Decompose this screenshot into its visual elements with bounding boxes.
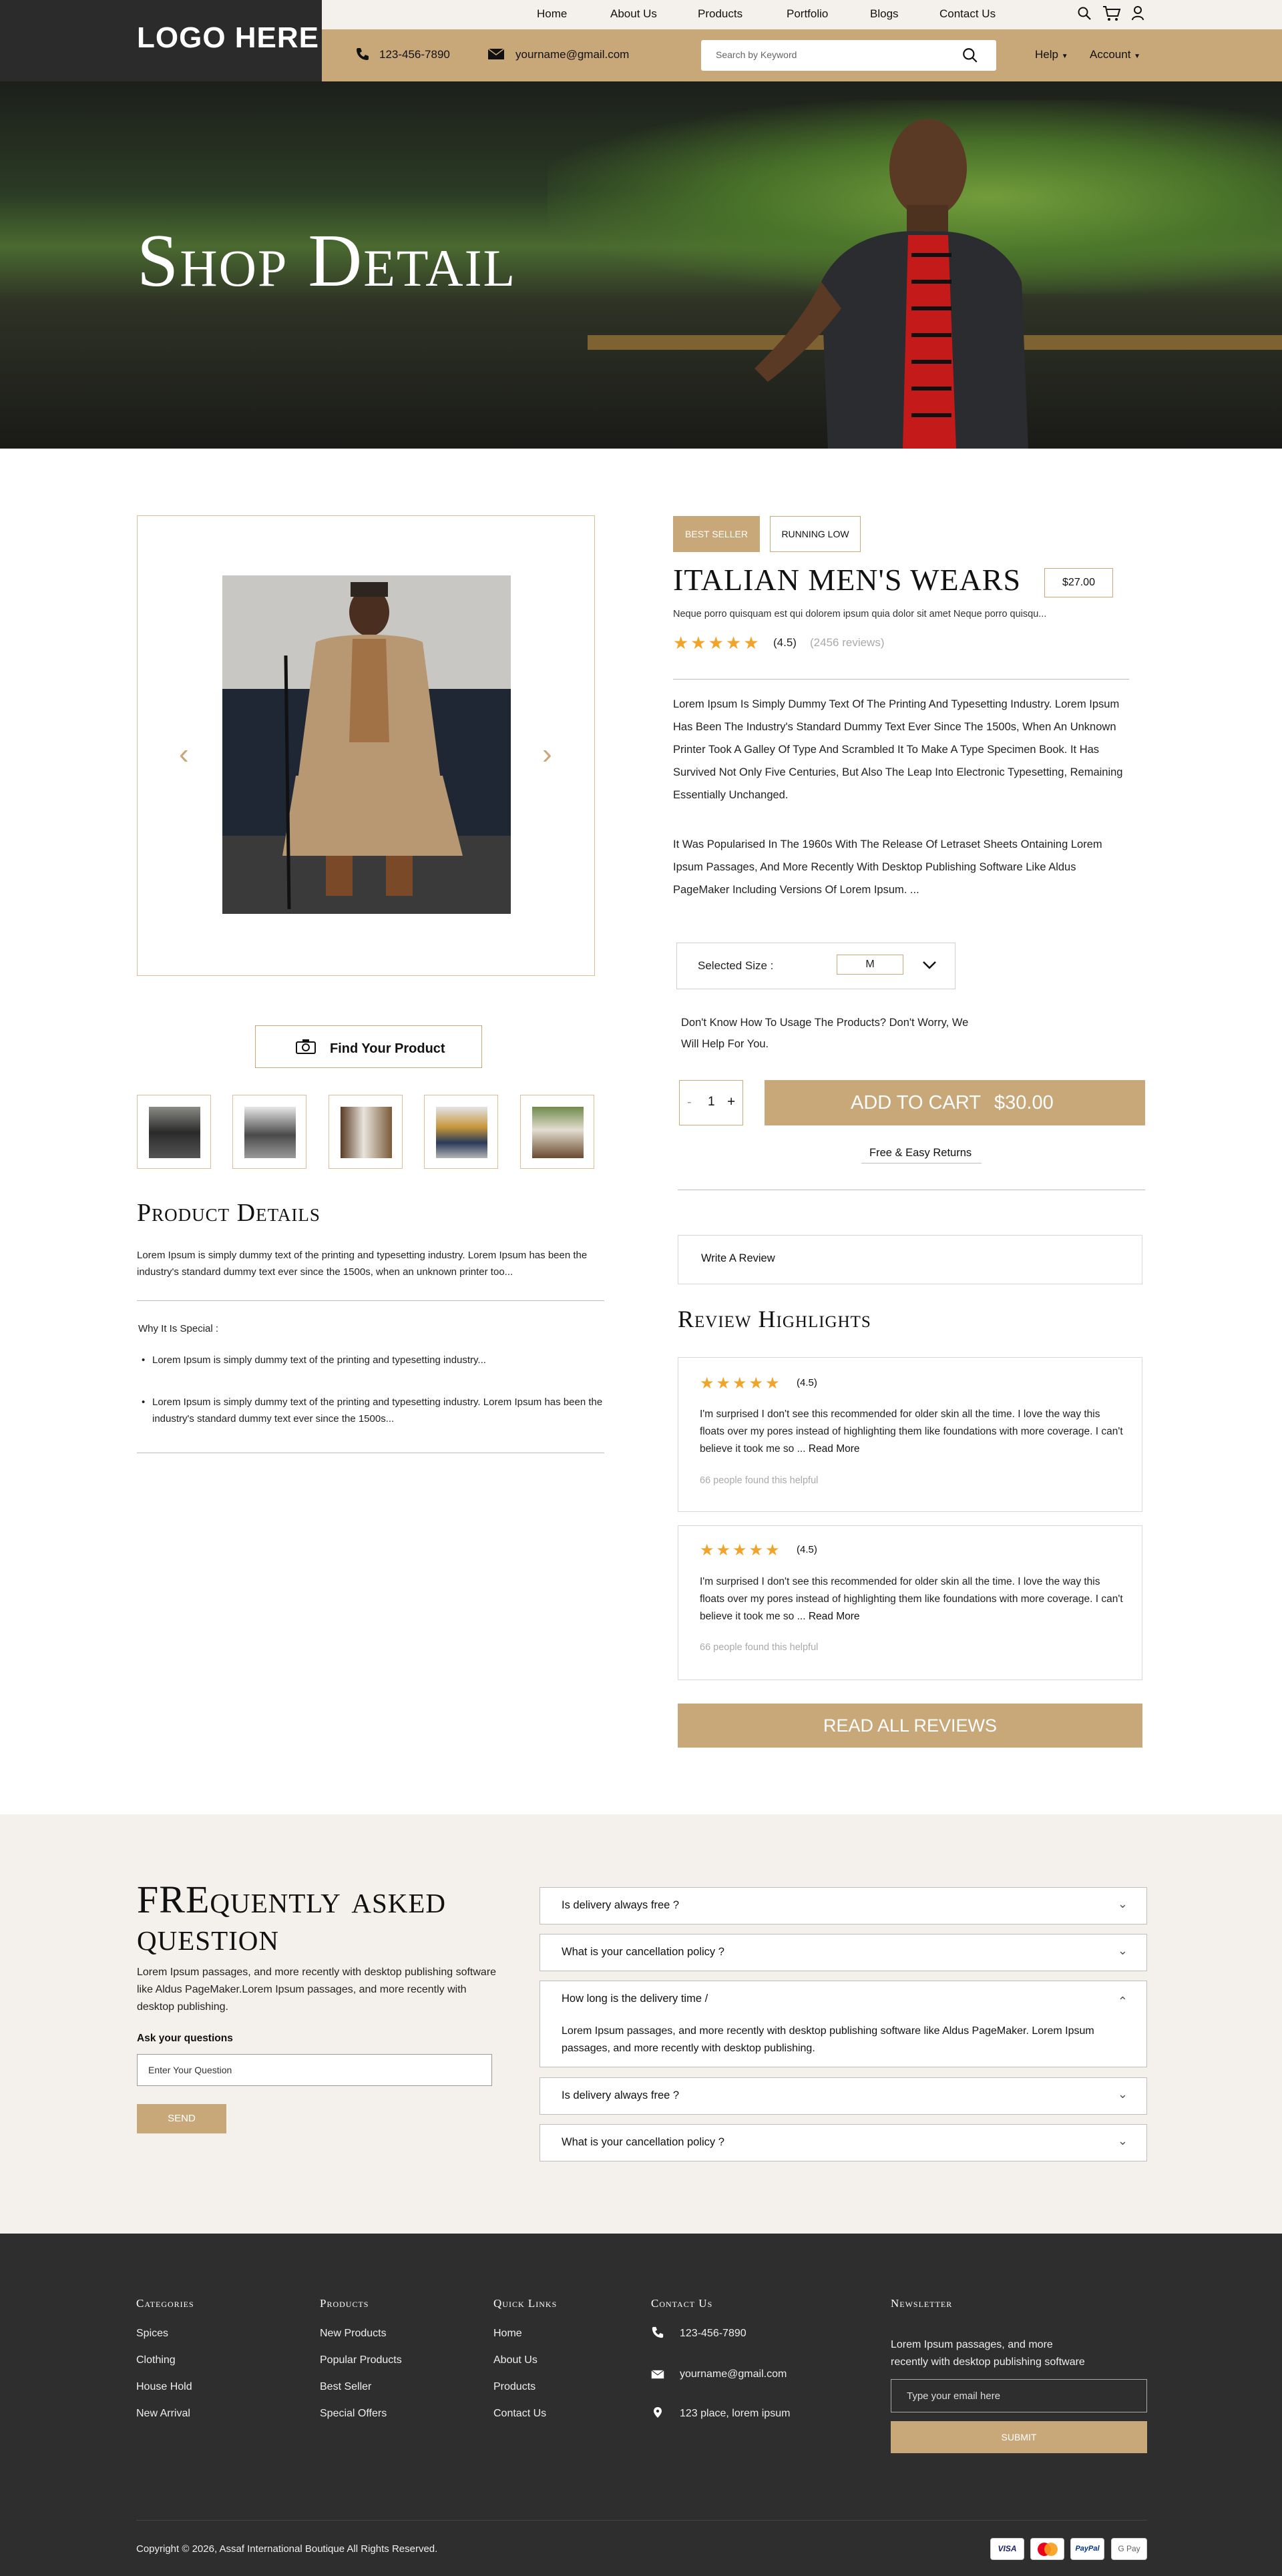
footer-contact-title: Contact Us [651,2297,713,2310]
hero-banner [0,81,1282,449]
footer-link[interactable]: Special Offers [320,2408,387,2419]
faq-question: What is your cancellation policy ? [562,2136,724,2148]
help-dropdown[interactable] [1035,48,1068,61]
price-tag: $27.00 [1044,568,1113,597]
account-caret-icon: ▼ [1134,53,1141,60]
faq-intro: Lorem Ipsum passages, and more recently with desktop publishing software like Aldus PageMaker.Lorem Ipsum passages, and more recently with desktop publishing. [137,1967,497,2013]
gpay-icon: G Pay [1111,2538,1147,2560]
newsletter-submit-button[interactable]: SUBMIT [891,2421,1147,2453]
footer-link[interactable]: About Us [493,2354,538,2366]
footer-email[interactable]: yourname@gmail.com [680,2368,787,2380]
read-more-link[interactable]: Read More [808,1611,860,1622]
ask-label: Ask your questions [137,2033,233,2044]
product-main-image [222,575,511,914]
header-email[interactable]: yourname@gmail.com [515,48,630,61]
footer-phone[interactable]: 123-456-7890 [680,2328,746,2339]
size-label: Selected Size : [698,959,774,972]
phone-icon [355,47,370,61]
question-placeholder: Enter Your Question [148,2065,232,2075]
write-review-label: Write A Review [701,1252,775,1264]
rating-stars-icon: ★★★★★ [700,1541,782,1559]
search-submit-icon[interactable] [962,47,979,64]
footer-link[interactable]: Contact Us [493,2408,547,2419]
review-body: I'm surprised I don't see this recommended for older skin all the time. I love the way this floats over my pores instead of highlighting them like foundations with more coverage. I can't believe it took me so ... [700,1408,1123,1455]
thumbnail-image [341,1107,392,1158]
visa-icon: VISA [990,2538,1024,2560]
faq-item-2[interactable] [540,1934,1147,1971]
bullet-icon: • [142,1396,146,1408]
nav-products[interactable]: Products [698,7,743,20]
newsletter-placeholder: Type your email here [907,2390,1001,2402]
thumbnail-4[interactable] [424,1095,498,1169]
chevron-up-icon: ⌃ [1117,1995,1128,2008]
faq-question: How long is the delivery time / [562,1993,708,2005]
nav-blogs[interactable]: Blogs [870,7,899,20]
next-image-arrow-icon[interactable]: › [542,738,552,770]
review-text [700,1573,1127,1625]
qty-value[interactable]: 1 [708,1095,715,1109]
user-icon[interactable] [1130,5,1145,21]
nav-about-us[interactable]: About Us [610,7,657,20]
footer-link[interactable]: Products [493,2381,536,2392]
size-value[interactable]: M [837,955,903,975]
chevron-down-icon: ⌄ [1117,1944,1128,1957]
cart-icon[interactable] [1102,5,1122,22]
send-button[interactable]: SEND [137,2104,226,2133]
chevron-down-icon: ⌄ [1117,2087,1128,2101]
footer-link[interactable]: Popular Products [320,2354,402,2366]
help-caret-icon: ▼ [1061,53,1068,60]
special-title: Why It Is Special : [138,1323,219,1334]
faq-item-4[interactable] [540,2077,1147,2115]
faq-item-5[interactable] [540,2124,1147,2161]
review-body: I'm surprised I don't see this recommended for older skin all the time. I love the way this floats over my pores instead of highlighting them like foundations with more coverage. I can't believe it took me so ... [700,1576,1123,1622]
camera-icon [295,1039,316,1055]
hero-model-image [708,81,1082,449]
search-icon[interactable] [1076,5,1092,21]
review-rating: (4.5) [797,1544,817,1555]
faq-title-line-2: question [137,1915,279,1959]
thumbnail-image [244,1107,296,1158]
product-description-1: Lorem Ipsum Is Simply Dummy Text Of The Printing And Typesetting Industry. Lorem Ipsum Has Been The Industry's Standard Dummy Text Ever Since The 1500s, When An Unknown Printer Took A Galley Of Type And Scrambled It To Make A Type Specimen Book. It Has Survived Not Only Five Centuries, But Also The Leap Into Electronic Typesetting, Remaining Essentially Unchanged. [673,698,1123,801]
mail-icon [487,48,505,60]
logo[interactable]: LOGO HERE [137,21,320,54]
faq-question: What is your cancellation policy ? [562,1946,724,1958]
newsletter-text: Lorem Ipsum passages, and more recently with desktop publishing software [891,2339,1085,2368]
faq-title-line-1: FREquently asked [137,1878,447,1921]
read-more-link[interactable]: Read More [808,1443,860,1455]
hero-title: Shop Detail [137,220,517,302]
nav-home[interactable]: Home [537,7,568,20]
footer-address: 123 place, lorem ipsum [680,2408,791,2419]
nav-portfolio[interactable]: Portfolio [787,7,829,20]
special-bullet-2: Lorem Ipsum is simply dummy text of the printing and typesetting industry. Lorem Ipsum has been the industry's standard dummy text ever since the 1500s... [152,1396,603,1425]
product-title: ITALIAN MEN'S WEARS [673,563,1022,597]
special-bullet-1: Lorem Ipsum is simply dummy text of the printing and typesetting industry... [152,1354,486,1366]
review-text [700,1406,1127,1458]
account-label: Account [1090,48,1131,61]
chevron-down-icon: ⌄ [1117,2134,1128,2147]
faq-item-3-open[interactable] [540,1981,1147,2067]
header-phone[interactable]: 123-456-7890 [379,48,450,61]
prev-image-arrow-icon[interactable]: ‹ [179,738,189,770]
footer-link[interactable]: Spices [136,2328,169,2339]
search-placeholder: Search by Keyword [716,49,797,60]
faq-answer: Lorem Ipsum passages, and more recently with desktop publishing software like Aldus PageMaker. Lorem Ipsum passages, and more recently with desktop publishing. [562,2025,1094,2054]
product-details-title: Product Details [137,1199,320,1227]
product-description-2: It Was Popularised In The 1960s With The Release Of Letraset Sheets Ontaining Lorem Ipsum Passages, And More Recently With Desktop Publishing Software Like Aldus PageMaker Including Versions Of Lorem Ipsum. ... [673,838,1102,896]
faq-item-1[interactable] [540,1887,1147,1924]
divider [137,1300,604,1301]
qty-plus-button[interactable]: + [727,1094,736,1109]
product-subtitle: Neque porro quisquam est qui dolorem ipsum quia dolor sit amet Neque porro quisqu... [673,609,1047,619]
find-product-label: Find Your Product [330,1041,445,1056]
rating-stars-icon: ★★★★★ [700,1374,782,1392]
free-returns-link[interactable]: Free & Easy Returns [869,1147,972,1159]
product-details-text: Lorem Ipsum is simply dummy text of the printing and typesetting industry. Lorem Ipsum has been the industry's standard dummy text ever since the 1500s, when an unknown printer too... [137,1250,588,1278]
bullet-icon: • [142,1354,146,1366]
thumbnail-image [149,1107,200,1158]
help-text: Don't Know How To Usage The Products? Don't Worry, We Will Help For You. [681,1017,969,1050]
thumbnail-5[interactable] [520,1095,594,1169]
thumbnail-image [436,1107,487,1158]
account-dropdown[interactable] [1090,48,1140,61]
thumbnail-1[interactable] [137,1095,211,1169]
copyright: Copyright © 2026, Assaf International Boutique All Rights Reserved. [136,2543,438,2555]
qty-minus-button[interactable]: - [687,1095,692,1109]
footer-link[interactable]: Clothing [136,2354,176,2366]
faq-title [137,1878,447,1959]
phone-icon [651,2326,664,2339]
footer-link[interactable]: Best Seller [320,2381,372,2392]
faq-question: Is delivery always free ? [562,1899,680,1911]
footer-products-title: Products [320,2297,369,2310]
best-seller-badge: BEST SELLER [673,516,760,552]
mastercard-icon [1030,2538,1064,2560]
nav-contact-us[interactable]: Contact Us [939,7,996,20]
mail-icon [651,2370,664,2379]
chevron-down-icon[interactable] [921,960,937,971]
returns-underline [861,1163,982,1164]
rating-value: (4.5) [773,636,797,649]
footer-categories-title: Categories [136,2297,194,2310]
location-pin-icon [653,2406,662,2418]
thumbnail-image [532,1107,584,1158]
footer-link[interactable]: Home [493,2328,522,2339]
faq-question: Is delivery always free ? [562,2089,680,2101]
add-to-cart-price: $30.00 [994,1092,1054,1113]
review-helpful: 66 people found this helpful [700,1642,819,1653]
add-to-cart-label: ADD TO CART [851,1092,981,1113]
reviews-count[interactable]: (2456 reviews) [810,636,885,649]
read-all-reviews-button[interactable]: READ ALL REVIEWS [678,1704,1142,1748]
review-rating: (4.5) [797,1377,817,1388]
rating-stars-icon: ★★★★★ [673,633,761,653]
footer-quick-links-title: Quick Links [493,2297,558,2310]
footer-link[interactable]: New Products [320,2328,387,2339]
review-helpful: 66 people found this helpful [700,1475,819,1486]
running-low-badge: RUNNING LOW [770,516,861,552]
footer-link[interactable]: House Hold [136,2381,192,2392]
chevron-down-icon: ⌄ [1117,1897,1128,1910]
help-label: Help [1035,48,1058,61]
paypal-icon: PayPal [1070,2538,1104,2560]
review-highlights-title: Review Highlights [678,1306,871,1332]
divider [673,679,1129,680]
footer-divider [136,2520,1147,2521]
footer-newsletter-title: Newsletter [891,2297,953,2310]
thumbnail-2[interactable] [232,1095,306,1169]
thumbnail-3[interactable] [329,1095,403,1169]
footer-link[interactable]: New Arrival [136,2408,190,2419]
